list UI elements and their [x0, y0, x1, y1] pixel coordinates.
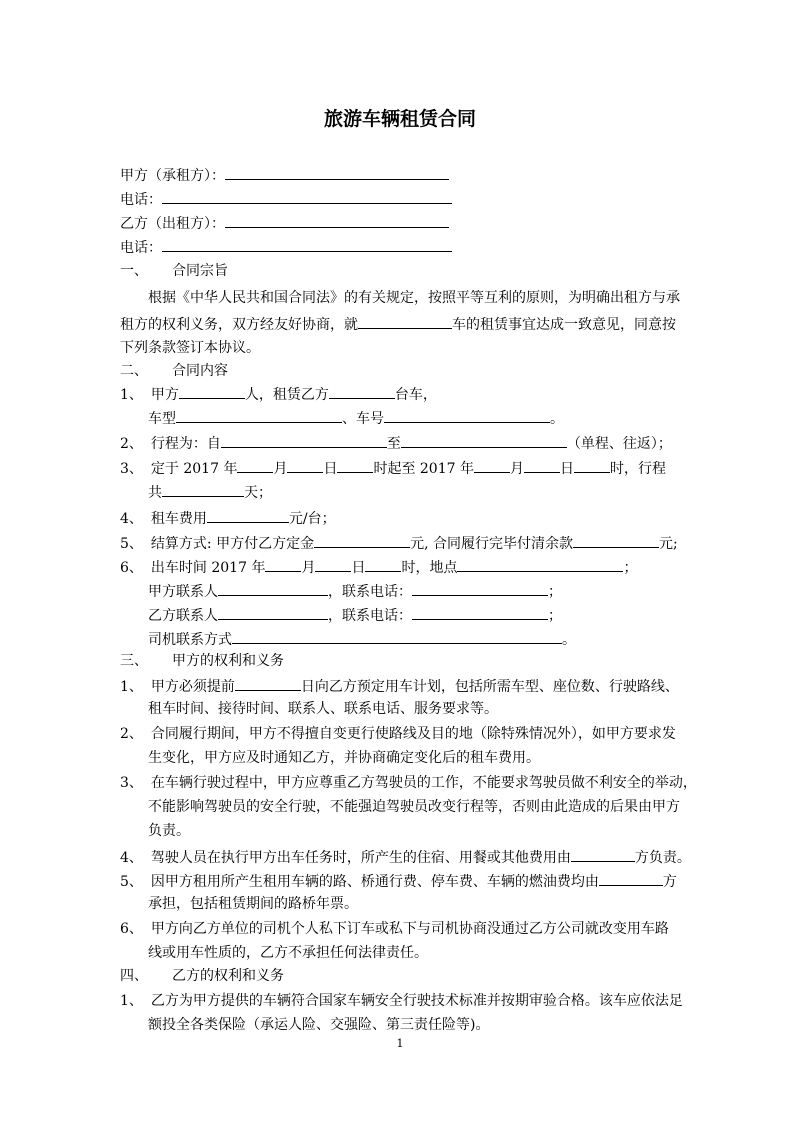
item-3-5 — [120, 870, 677, 892]
item-2-6-contact-b — [148, 604, 562, 626]
text: 日向乙方预定用车计划，包括所需车型、座位数、行驶路线、 — [300, 679, 679, 695]
text: 至 — [386, 436, 401, 452]
end-day-blank[interactable] — [524, 457, 560, 473]
section-number: 三、 — [120, 653, 148, 669]
vehicle-type-blank[interactable] — [358, 313, 452, 329]
text: ，联系电话： — [328, 584, 412, 600]
item-3-3 — [120, 773, 697, 793]
text: 因甲方租用所产生租用车辆的路、桥通行费、停车费、车辆的燃油费均由 — [150, 874, 599, 890]
text: 司机联系方式 — [148, 632, 232, 648]
text: 元/台； — [288, 511, 336, 527]
text: 。 — [550, 411, 564, 427]
section-number: 一、 — [120, 263, 148, 279]
text: 时，行程 — [609, 461, 666, 477]
section-title: 合同内容 — [172, 363, 228, 379]
text: 时起至 2017 年 — [373, 461, 474, 477]
item-3-2 — [120, 724, 676, 744]
item-3-3-cont: 负责。 — [148, 823, 190, 839]
item-3-6-cont: 线或用车性质的，乙方不承担任何法律责任。 — [148, 945, 428, 961]
item-4-1 — [120, 991, 683, 1011]
phone-b-label: 电话： — [120, 240, 162, 256]
item-2-6 — [120, 556, 637, 578]
item-number: 2、 — [120, 436, 143, 452]
text: 甲方必须提前 — [150, 679, 235, 695]
end-hour-blank[interactable] — [574, 457, 610, 473]
item-4-1-cont: 额投全各类保险（承运人险、交强险、第三责任险等)。 — [148, 1017, 490, 1033]
start-day-blank[interactable] — [287, 457, 323, 473]
text: 定于 2017 年 — [150, 461, 238, 477]
item-2-6-contact-a — [148, 580, 562, 602]
section-number: 四、 — [120, 968, 148, 984]
phone-a-blank[interactable] — [162, 188, 452, 204]
section-title: 合同宗旨 — [172, 263, 228, 279]
car-model-blank[interactable] — [176, 407, 342, 423]
text: 天； — [244, 485, 272, 501]
text: 合同履行期间，甲方不得擅自变更行使路线及目的地（除特殊情况外），如甲方要求发 — [150, 726, 676, 742]
section-title: 甲方的权利和义务 — [172, 653, 284, 669]
text: 在车辆行驶过程中，甲方应尊重乙方驾驶员的工作，不能要求驾驶员做不利安全的举动， — [150, 775, 697, 791]
phone-a-label: 电话： — [120, 192, 162, 208]
item-number: 1、 — [120, 679, 143, 695]
item-3-6 — [120, 919, 669, 939]
paragraph-line: 根据《中华人民共和国合同法》的有关规定，按照平等互利的原则，为明确出租方与承 — [148, 290, 680, 306]
text: 甲方联系人 — [148, 584, 218, 600]
page-title: 旅游车辆租赁合同 — [323, 108, 476, 130]
plate-number-blank[interactable] — [384, 407, 550, 423]
toll-party-blank[interactable] — [599, 870, 663, 886]
phone-b-blank[interactable] — [162, 236, 452, 252]
text: 月 — [273, 461, 288, 477]
page-number: 1 — [396, 1037, 404, 1050]
deposit-blank[interactable] — [314, 532, 410, 548]
text: 。 — [562, 632, 576, 648]
item-number: 5、 — [120, 536, 143, 552]
item-number: 3、 — [120, 775, 143, 791]
contact-b-phone-blank[interactable] — [412, 604, 548, 620]
text: 驾驶人员在执行甲方出车任务时，所产生的住宿、用餐或其他费用由 — [150, 850, 571, 866]
text: 甲方 — [150, 387, 179, 403]
text: ； — [548, 608, 562, 624]
balance-blank[interactable] — [573, 532, 659, 548]
text: 月 — [301, 560, 316, 576]
depart-month-blank[interactable] — [265, 556, 301, 572]
section-2-heading — [120, 361, 228, 381]
item-2-5 — [120, 532, 678, 554]
text: 行程为：自 — [150, 436, 221, 452]
text: 台车， — [394, 387, 437, 403]
party-b-blank[interactable] — [225, 212, 449, 228]
expense-party-blank[interactable] — [571, 846, 635, 862]
start-hour-blank[interactable] — [337, 457, 373, 473]
item-number: 4、 — [120, 511, 143, 527]
text: 甲方向乙方单位的司机个人私下订车或私下与司机协商没通过乙方公司就改变用车路 — [150, 921, 669, 937]
item-number: 4、 — [120, 850, 143, 866]
advance-days-blank[interactable] — [235, 675, 301, 691]
text: 结算方式: 甲方付乙方定金 — [150, 536, 315, 552]
item-number: 6、 — [120, 560, 143, 576]
text: 共 — [148, 485, 162, 501]
item-2-4 — [120, 507, 336, 529]
text: 租方的权利义务，双方经友好协商，就 — [120, 317, 358, 333]
route-from-blank[interactable] — [221, 432, 387, 448]
item-3-1 — [120, 675, 679, 697]
item-3-4 — [120, 846, 691, 868]
text: 日 — [559, 461, 574, 477]
text: 出车时间 2017 年 — [150, 560, 266, 576]
depart-hour-blank[interactable] — [365, 556, 401, 572]
contact-a-blank[interactable] — [218, 580, 328, 596]
item-2-3 — [120, 457, 666, 479]
text: 方 — [662, 874, 677, 890]
text: 车的租赁事宜达成一致意见，同意按 — [452, 317, 676, 333]
text: 日 — [323, 461, 338, 477]
text: 日 — [351, 560, 366, 576]
text: 月 — [509, 461, 524, 477]
section-3-heading — [120, 651, 284, 671]
text: 人，租赁乙方 — [244, 387, 329, 403]
start-month-blank[interactable] — [237, 457, 273, 473]
people-count-blank[interactable] — [179, 383, 245, 399]
text: 时，地点 — [401, 560, 458, 576]
section-4-heading — [120, 966, 284, 986]
text: 方负责。 — [634, 850, 691, 866]
party-a-blank[interactable] — [225, 164, 449, 180]
text: 租车费用 — [150, 511, 207, 527]
item-number: 1、 — [120, 993, 143, 1009]
car-count-blank[interactable] — [329, 383, 395, 399]
text: 、车号 — [342, 411, 384, 427]
paragraph-line: 下列条款签订本协议。 — [120, 340, 260, 356]
item-2-1 — [120, 383, 437, 405]
section-number: 二、 — [120, 363, 148, 379]
item-3-5-cont: 承担，包括租赁期间的路桥年票。 — [148, 896, 358, 912]
item-number: 1、 — [120, 387, 143, 403]
text: ； — [623, 560, 638, 576]
text: ，联系电话： — [328, 608, 412, 624]
section-title: 乙方的权利和义务 — [172, 968, 284, 984]
text: 车型 — [148, 411, 176, 427]
item-2-1-cont — [148, 407, 564, 429]
item-2-2 — [120, 432, 672, 454]
text: 乙方为甲方提供的车辆符合国家车辆安全行驶技术标准并按期审验合格。该车应依法足 — [150, 993, 683, 1009]
item-3-1-cont: 租车时间、接待时间、联系人、联系电话、服务要求等。 — [148, 701, 498, 717]
phone-a-line — [120, 188, 452, 210]
contact-b-blank[interactable] — [218, 604, 328, 620]
text: 乙方联系人 — [148, 608, 218, 624]
trip-days-blank[interactable] — [162, 481, 244, 497]
item-3-2-cont: 生变化，甲方应及时通知乙方，并协商确定变化后的租车费用。 — [148, 750, 540, 766]
item-number: 5、 — [120, 874, 143, 890]
location-blank[interactable] — [457, 556, 623, 572]
driver-contact-blank[interactable] — [232, 628, 562, 644]
party-b-line — [120, 212, 449, 234]
item-number: 2、 — [120, 726, 143, 742]
text: 元, 合同履行完毕付清余款 — [410, 536, 573, 552]
item-number: 3、 — [120, 461, 143, 477]
phone-b-line — [120, 236, 452, 258]
item-2-3-cont — [148, 481, 272, 503]
text: （单程、往返）； — [566, 436, 672, 452]
text: ； — [548, 584, 562, 600]
contact-a-phone-blank[interactable] — [412, 580, 548, 596]
party-a-label: 甲方（承租方）： — [120, 168, 225, 184]
item-number: 6、 — [120, 921, 143, 937]
rental-fee-blank[interactable] — [207, 507, 289, 523]
party-b-label: 乙方（出租方）： — [120, 216, 225, 232]
route-to-blank[interactable] — [401, 432, 567, 448]
end-month-blank[interactable] — [474, 457, 510, 473]
party-a-line — [120, 164, 449, 186]
text: 元; — [659, 536, 678, 552]
depart-day-blank[interactable] — [315, 556, 351, 572]
item-2-6-driver — [148, 628, 576, 650]
item-3-3-cont: 不能影响驾驶员的安全行驶，不能强迫驾驶员改变行程等，否则由此造成的后果由甲方 — [148, 799, 680, 815]
section-1-heading — [120, 261, 228, 281]
paragraph-line — [120, 313, 676, 335]
